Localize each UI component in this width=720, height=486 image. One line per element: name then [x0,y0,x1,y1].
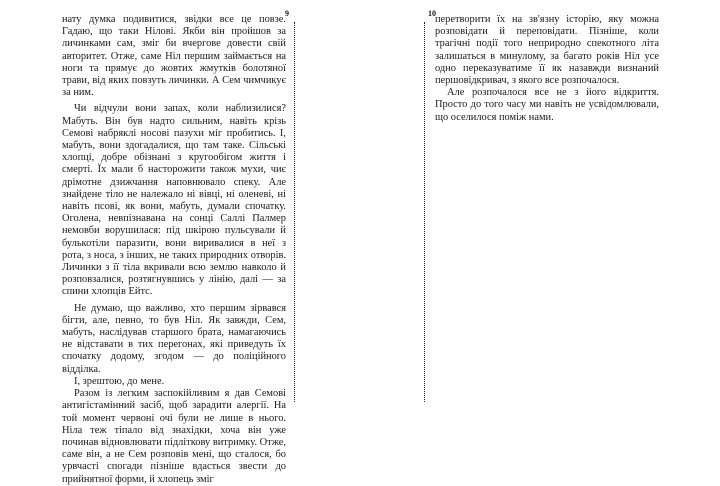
paragraph: Чи відчули вони запах, коли наблизилися? Мабуть. Він був надто сильним, навіть крізь Семові набряклі носові пазухи міг пробитись. І, мабуть, вони здогадалися, що там таке. Сільські хлопці, добре обізнані з кругообігом життя і смерті. Їх мали б насторожити також мухи, чиє дрімотне дзижчання наповнювало спеку. Але знайдене тіло не належало ні вівці, ні оленеві, ні навіть псові, як вони, мабуть, думали спочатку. Оголена, невпізнавана на сонці Саллі Палмер немовби ворушилася: під шкірою пульсували й булькотіли паразити, вони виривалися в неї з рота, з носа, з інших, не таких природних отворів. Личинки з її тіла вкривали всю землю навколо й розповзалися, розтягнувшись у лінію, далі — за спини хлопців Ейтс. [62,103,286,298]
right-page-text [435,14,659,124]
paragraph: перетворити їх на зв'язну історію, яку можна розповідати й переповідати. Пізніше, коли трагічні події того неприродно спекотного літа залишаться в минулому, за багато років Ніл усе одно переказуватиме її як назавжди визнаний першовідкривач, з якого все розпочалося. [435,14,659,87]
left-page-text [62,14,286,486]
left-page [0,0,300,485]
right-page [420,0,720,408]
page-edge-dotted-rule [424,22,425,402]
paragraph: Разом із легким заспокійливим я дав Семові антигістамінний засіб, щоб зарадити алергії. На той момент червоні очі були не лише в нього. Ніла теж тіпало від знахідки, хоча він уже починав відновлювати підліткову витримку. Отже, саме він, а не Сем розповів мені, що сталося, бо урвчасті спогади пізніше вдасться звести до прийнятної форми, й хлопець зміг [62,388,286,485]
page-edge-dotted-rule [294,22,295,402]
paragraph: нату думка подивитися, звідки все це повзе. Гадаю, що таки Нілові. Якби він пройшов за личинками сам, зміг би вчергове довести свій авторитет. Отже, саме Ніл першим займається на ноги та прямує до жовтих жмутків болотяної трави, від яких повзуть личинки. А Сем чимчикує за ним. [62,14,286,99]
page-number-right: 10 [428,9,436,18]
paragraph: І, зрештою, до мене. [74,375,165,387]
paragraph: Не думаю, що важливо, хто першим зірвався бігти, але, певно, то був Ніл. Як завжди, Сем, мабуть, наслідував старшого брата, намагаючись не відставати в тих перегонах, які приведуть їх спочатку додому, згодом — до поліційного відділка. [62,302,286,375]
page-number-left: 9 [285,9,289,18]
paragraph: Але розпочалося все не з його відкриття. Просто до того часу ми навіть не усвідомлювали, що оселилося поміж нами. [435,87,659,123]
